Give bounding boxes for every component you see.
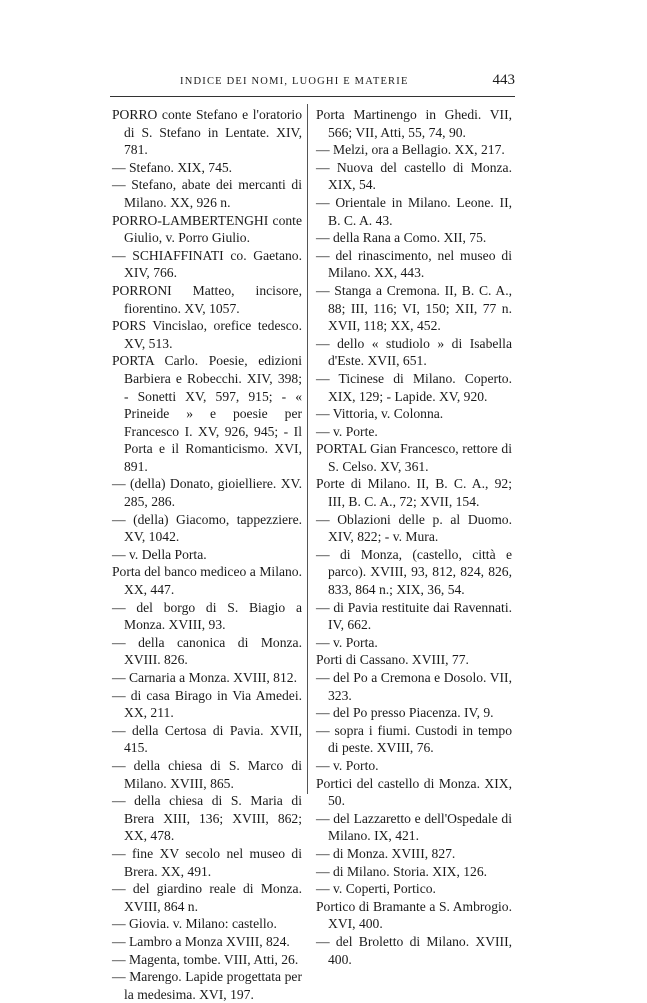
index-entry: — della Certosa di Pavia. XVII, 415. xyxy=(112,722,302,756)
index-entry: — Orientale in Milano. Leone. II, B. C. A. 43. xyxy=(316,194,512,228)
index-entry: — della canonica di Monza. XVIII. 826. xyxy=(112,634,302,668)
index-entry: — di Monza, (castello, città e parco). XVIII, 93, 812, 824, 826, 833, 864 n.; XIX, 36, 54. xyxy=(316,546,512,598)
index-entry: — Lambro a Monza XVIII, 824. xyxy=(112,933,290,949)
index-entry: — del Broletto di Milano. XVIII, 400. xyxy=(316,933,512,967)
index-entry: — v. Coperti, Portico. xyxy=(316,881,436,897)
index-entry: — del borgo di S. Biagio a Monza. XVIII, 93. xyxy=(112,599,302,633)
index-entry: — di Monza. XVIII, 827. xyxy=(316,845,456,861)
index-entry: — v. Porta. xyxy=(316,634,378,650)
index-entry: — (della) Giacomo, tappezziere. XV, 1042. xyxy=(112,511,302,545)
index-entry: — Vittoria, v. Colonna. xyxy=(316,406,444,422)
index-entry: — Stefano. XIX, 745. xyxy=(112,159,233,175)
index-entry: PORRO-LAMBERTENGHI conte Giulio, v. Porro Giulio. xyxy=(112,212,302,246)
index-entry: — Stefano, abate dei mercanti di Milano. XX, 926 n. xyxy=(112,177,302,210)
index-entry: — v. Porto. xyxy=(316,757,379,773)
index-entry: PORRONI Matteo, incisore, fiorentino. XV, 1057. xyxy=(112,282,302,316)
index-entry: — Oblazioni delle p. al Duomo. XIV, 822; - v. Mura. xyxy=(316,511,512,545)
index-entry: PORS Vincislao, orefice tedesco. XV, 513. xyxy=(112,318,302,351)
index-entry: Porti di Cassano. XVIII, 77. xyxy=(316,652,469,668)
index-entry: — Ticinese di Milano. Coperto. XIX, 129; - Lapide. XV, 920. xyxy=(316,370,512,404)
index-entry: — fine XV secolo nel museo di Brera. XX, 491. xyxy=(112,845,302,879)
index-entry: — Giovia. v. Milano: castello. xyxy=(112,916,277,932)
index-entry: — v. Porte. xyxy=(316,423,378,439)
index-entry: — del Po presso Piacenza. IV, 9. xyxy=(316,705,494,721)
index-entry: Porta Martinengo in Ghedi. VII, 566; VII, Atti, 55, 74, 90. xyxy=(316,107,512,140)
page-header xyxy=(110,72,515,97)
index-entry: Porta del banco mediceo a Milano. XX, 447. xyxy=(112,564,302,598)
index-entry: — della chiesa di S. Marco di Milano. XVIII, 865. xyxy=(112,757,302,791)
index-entry: PORRO conte Stefano e l'oratorio di S. Stefano in Lentate. XIV, 781. xyxy=(112,107,302,158)
index-entry: Porte di Milano. II, B. C. A., 92; III, B. C. A., 72; XVII, 154. xyxy=(316,476,512,510)
index-entry: — SCHIAFFINATI co. Gaetano. XIV, 766. xyxy=(112,247,302,281)
index-entry: — Nuova del castello di Monza. XIX, 54. xyxy=(316,159,512,193)
index-entry: — v. Della Porta. xyxy=(112,546,207,562)
index-entry: — sopra i fiumi. Custodi in tempo di peste. XVIII, 76. xyxy=(316,722,512,756)
index-entry: PORTAL Gian Francesco, rettore di S. Celso. XV, 361. xyxy=(316,441,512,474)
index-entry: — (della) Donato, gioielliere. XV. 285, 286. xyxy=(112,476,302,510)
index-entry: — Carnaria a Monza. XVIII, 812. xyxy=(112,670,297,685)
index-entry: — Stanga a Cremona. II, B. C. A., 88; III, 116; VI, 150; XII, 77 n. XVII, 118; XX, 452. xyxy=(316,282,512,334)
index-entry: Portico di Bramante a S. Ambrogio. XVI, 400. xyxy=(316,898,512,932)
index-entry: — di casa Birago in Via Amedei. XX, 211. xyxy=(112,687,302,721)
page-number: 443 xyxy=(492,72,515,88)
index-entry: — del giardino reale di Monza. XVIII, 864 n. xyxy=(112,881,302,914)
index-entry: — della Rana a Como. XII, 75. xyxy=(316,230,487,246)
index-entry: PORTA Carlo. Poesie, edizioni Barbiera e Robecchi. XIV, 398; - Sonetti XV, 597, 915; - « Prineide » e poesie per Francesco I. XV, 926, 945; - Il Porta e il Romanticismo. XVI, 891. xyxy=(112,353,302,474)
index-entry: — del rinascimento, nel museo di Milano. XX, 443. xyxy=(316,247,512,281)
index-entry: — di Pavia restituite dai Ravennati. IV, 662. xyxy=(316,599,512,633)
index-entry: — del Lazzaretto e dell'Ospedale di Milano. IX, 421. xyxy=(316,810,512,844)
index-entry: — Melzi, ora a Bellagio. XX, 217. xyxy=(316,142,505,158)
column-divider xyxy=(307,104,308,794)
index-entry: — Marengo. Lapide progettata per la medesima. XVI, 197. xyxy=(112,969,302,1002)
running-title: INDICE DEI NOMI, LUOGHI E MATERIE xyxy=(180,76,409,87)
index-entry: Portici del castello di Monza. XIX, 50. xyxy=(316,775,512,809)
index-entry: — di Milano. Storia. XIX, 126. xyxy=(316,863,488,879)
left-column xyxy=(112,106,302,1003)
index-entry: — del Po a Cremona e Dosolo. VII, 323. xyxy=(316,670,512,703)
index-entry: — della chiesa di S. Maria di Brera XIII, 136; XVIII, 862; XX, 478. xyxy=(112,793,302,844)
index-entry: — dello « studiolo » di Isabella d'Este. XVII, 651. xyxy=(316,335,512,369)
right-column xyxy=(316,106,512,968)
index-entry: — Magenta, tombe. VIII, Atti, 26. xyxy=(112,951,299,967)
